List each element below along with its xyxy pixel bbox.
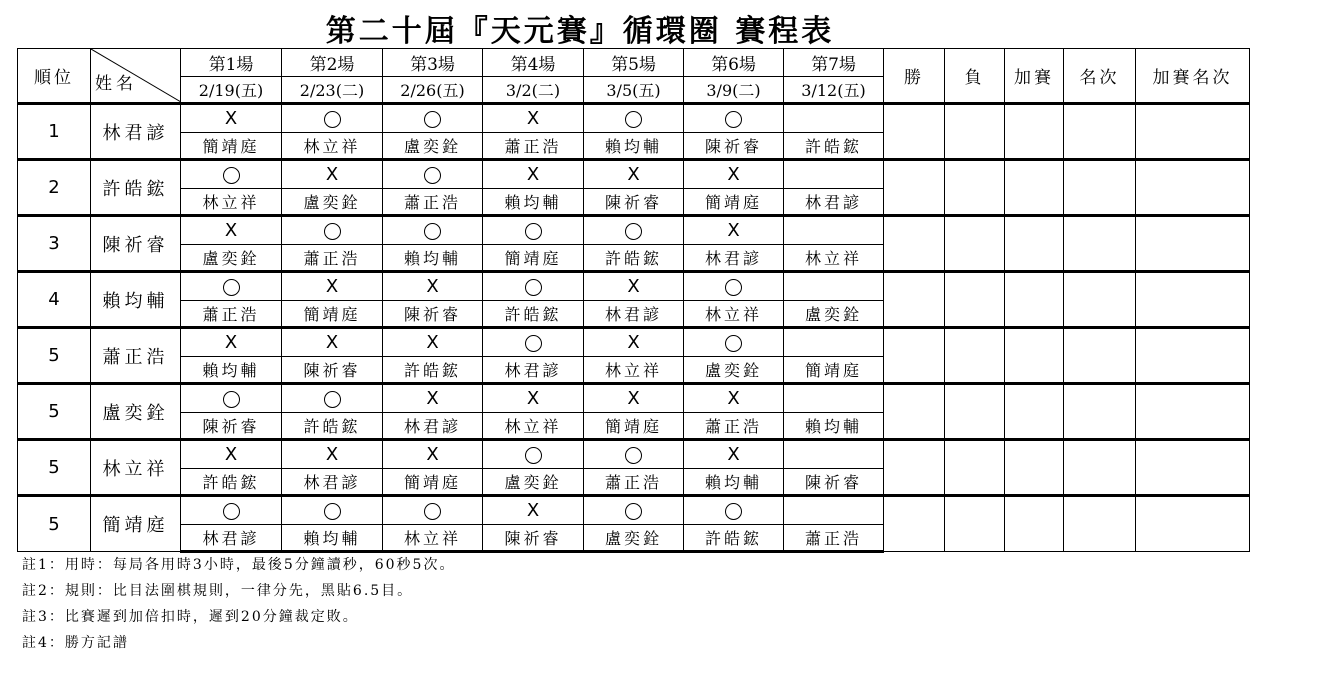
- result-cell: [784, 160, 884, 189]
- losses-cell[interactable]: [945, 496, 1005, 552]
- opponent-cell: 許皓鋐: [181, 469, 282, 496]
- result-cell: [784, 272, 884, 301]
- placement-cell[interactable]: [1064, 104, 1136, 160]
- notes: [22, 552, 455, 656]
- result-cell: [584, 160, 684, 189]
- loss-mark: X: [526, 164, 540, 185]
- result-cell: [684, 160, 784, 189]
- opponent-cell: 賴均輔: [181, 357, 282, 384]
- round-date: 2/23(二): [282, 77, 383, 104]
- result-cell: [784, 384, 884, 413]
- placement-header: 名次: [1064, 49, 1136, 104]
- win-circle-icon: [223, 503, 240, 520]
- result-cell: [383, 328, 483, 357]
- win-circle-icon: [525, 223, 542, 240]
- opponent-cell: 賴均輔: [483, 189, 584, 216]
- player-result-row: [18, 216, 1250, 245]
- player-rank: 2: [18, 160, 91, 216]
- win-circle-icon: [725, 503, 742, 520]
- win-circle-icon: [525, 447, 542, 464]
- loss-mark: X: [727, 164, 740, 185]
- result-cell: [784, 104, 884, 133]
- opponent-cell: 蕭正浩: [684, 413, 784, 440]
- result-cell: [383, 496, 483, 525]
- opponent-cell: 盧奕銓: [784, 301, 884, 328]
- result-cell: [181, 440, 282, 469]
- result-cell: [282, 328, 383, 357]
- opponent-cell: 蕭正浩: [584, 469, 684, 496]
- losses-cell[interactable]: [945, 384, 1005, 440]
- result-cell: [483, 160, 584, 189]
- opponent-cell: 蕭正浩: [282, 245, 383, 272]
- placement-cell[interactable]: [1064, 496, 1136, 552]
- rank-header: 順位: [18, 49, 91, 104]
- placement-cell[interactable]: [1064, 440, 1136, 496]
- win-circle-icon: [725, 279, 742, 296]
- loss-mark: X: [426, 388, 439, 409]
- win-circle-icon: [625, 111, 642, 128]
- name-header-label: 姓名: [95, 74, 137, 94]
- result-cell: [584, 328, 684, 357]
- result-cell: [684, 216, 784, 245]
- win-circle-icon: [424, 167, 441, 184]
- loss-mark: X: [426, 444, 439, 465]
- opponent-cell: 陳祈睿: [483, 525, 584, 552]
- player-name: 許皓鋐: [91, 160, 181, 216]
- opponent-cell: 賴均輔: [383, 245, 483, 272]
- loss-mark: X: [325, 276, 339, 297]
- opponent-cell: 許皓鋐: [282, 413, 383, 440]
- win-circle-icon: [625, 223, 642, 240]
- placement-cell[interactable]: [1064, 272, 1136, 328]
- opponent-cell: 簡靖庭: [784, 357, 884, 384]
- playoff-cell[interactable]: [1005, 496, 1064, 552]
- result-cell: [483, 328, 584, 357]
- result-cell: [584, 440, 684, 469]
- result-cell: [784, 440, 884, 469]
- result-cell: [483, 272, 584, 301]
- playoff-placement-cell[interactable]: [1136, 272, 1250, 328]
- win-circle-icon: [424, 223, 441, 240]
- player-name: 蕭正浩: [91, 328, 181, 384]
- opponent-cell: 林君諺: [784, 189, 884, 216]
- player-rows: [18, 104, 1250, 552]
- placement-cell[interactable]: [1064, 216, 1136, 272]
- playoff-placement-cell[interactable]: [1136, 496, 1250, 552]
- opponent-cell: 盧奕銓: [584, 525, 684, 552]
- loss-mark: X: [325, 444, 339, 465]
- win-circle-icon: [625, 503, 642, 520]
- result-cell: [684, 272, 784, 301]
- round-date: 3/9(二): [684, 77, 784, 104]
- result-cell: [483, 440, 584, 469]
- losses-cell[interactable]: [945, 160, 1005, 216]
- playoff-placement-cell[interactable]: [1136, 104, 1250, 160]
- round-header: 第5場: [584, 49, 684, 77]
- opponent-cell: 林立祥: [584, 357, 684, 384]
- opponent-cell: 蕭正浩: [483, 133, 584, 160]
- player-name: 賴均輔: [91, 272, 181, 328]
- loss-mark: X: [627, 388, 640, 409]
- playoff-placement-cell[interactable]: [1136, 328, 1250, 384]
- result-cell: [584, 272, 684, 301]
- win-circle-icon: [223, 391, 240, 408]
- opponent-cell: 陳祈睿: [584, 189, 684, 216]
- opponent-cell: 陳祈睿: [383, 301, 483, 328]
- loss-mark: X: [224, 108, 238, 129]
- result-cell: [181, 328, 282, 357]
- player-result-row: [18, 328, 1250, 357]
- playoff-cell[interactable]: [1005, 384, 1064, 440]
- player-name: 林君諺: [91, 104, 181, 160]
- playoff-cell[interactable]: [1005, 440, 1064, 496]
- name-header: [91, 49, 181, 104]
- wins-cell[interactable]: [884, 216, 945, 272]
- loss-mark: X: [325, 164, 339, 185]
- win-circle-icon: [223, 167, 240, 184]
- result-cell: [483, 104, 584, 133]
- player-name: 陳祈睿: [91, 216, 181, 272]
- player-rank: 5: [18, 440, 91, 496]
- playoff-placement-header: 加賽名次: [1136, 49, 1250, 104]
- playoff-cell[interactable]: [1005, 216, 1064, 272]
- player-result-row: [18, 104, 1250, 133]
- result-cell: [181, 272, 282, 301]
- round-header: 第7場: [784, 49, 884, 77]
- losses-cell[interactable]: [945, 440, 1005, 496]
- result-cell: [483, 216, 584, 245]
- loss-mark: X: [224, 220, 238, 241]
- result-cell: [584, 496, 684, 525]
- wins-cell[interactable]: [884, 496, 945, 552]
- placement-cell[interactable]: [1064, 328, 1136, 384]
- player-name: 林立祥: [91, 440, 181, 496]
- wins-cell[interactable]: [884, 104, 945, 160]
- player-rank: 1: [18, 104, 91, 160]
- loss-mark: X: [727, 220, 740, 241]
- result-cell: [181, 384, 282, 413]
- player-rank: 5: [18, 496, 91, 552]
- opponent-cell: 林君諺: [483, 357, 584, 384]
- opponent-cell: 林立祥: [383, 525, 483, 552]
- page-title: 第二十屆『天元賽』循環圈 賽程表: [325, 14, 835, 49]
- loss-mark: X: [426, 276, 439, 297]
- loss-mark: X: [426, 332, 439, 353]
- opponent-cell: 林君諺: [181, 525, 282, 552]
- schedule-table: [17, 48, 1250, 553]
- round-date: 3/5(五): [584, 77, 684, 104]
- result-cell: [383, 384, 483, 413]
- result-cell: [181, 496, 282, 525]
- result-cell: [784, 496, 884, 525]
- opponent-cell: 許皓鋐: [684, 525, 784, 552]
- playoff-placement-cell[interactable]: [1136, 160, 1250, 216]
- win-circle-icon: [525, 279, 542, 296]
- round-header: 第3場: [383, 49, 483, 77]
- player-result-row: [18, 160, 1250, 189]
- loss-mark: X: [627, 332, 640, 353]
- result-cell: [181, 104, 282, 133]
- opponent-cell: 林立祥: [684, 301, 784, 328]
- playoff-header: 加賽: [1005, 49, 1064, 104]
- opponent-cell: 許皓鋐: [584, 245, 684, 272]
- opponent-cell: 陳祈睿: [784, 469, 884, 496]
- opponent-cell: 盧奕銓: [483, 469, 584, 496]
- win-circle-icon: [223, 279, 240, 296]
- loss-mark: X: [224, 332, 238, 353]
- result-cell: [584, 216, 684, 245]
- playoff-cell[interactable]: [1005, 272, 1064, 328]
- result-cell: [483, 384, 584, 413]
- wins-cell[interactable]: [884, 160, 945, 216]
- opponent-cell: 林君諺: [684, 245, 784, 272]
- round-header: 第4場: [483, 49, 584, 77]
- opponent-cell: 賴均輔: [282, 525, 383, 552]
- loss-mark: X: [627, 164, 640, 185]
- wins-cell[interactable]: [884, 440, 945, 496]
- note-line: 註1：用時：每局各用時3小時，最後5分鐘讀秒，60秒5次。: [22, 557, 456, 573]
- opponent-cell: 蕭正浩: [784, 525, 884, 552]
- result-cell: [383, 160, 483, 189]
- result-cell: [784, 216, 884, 245]
- player-rank: 4: [18, 272, 91, 328]
- loss-mark: X: [727, 388, 740, 409]
- losses-cell[interactable]: [945, 104, 1005, 160]
- win-circle-icon: [424, 503, 441, 520]
- opponent-cell: 賴均輔: [784, 413, 884, 440]
- round-date: 2/26(五): [383, 77, 483, 104]
- win-circle-icon: [324, 111, 341, 128]
- placement-cell[interactable]: [1064, 384, 1136, 440]
- playoff-placement-cell[interactable]: [1136, 384, 1250, 440]
- opponent-cell: 林君諺: [383, 413, 483, 440]
- wins-header: 勝: [884, 49, 945, 104]
- opponent-cell: 林立祥: [483, 413, 584, 440]
- player-rank: 5: [18, 384, 91, 440]
- player-result-row: [18, 272, 1250, 301]
- playoff-placement-cell[interactable]: [1136, 216, 1250, 272]
- round-header: 第2場: [282, 49, 383, 77]
- opponent-cell: 簡靖庭: [383, 469, 483, 496]
- loss-mark: X: [727, 444, 740, 465]
- result-cell: [282, 440, 383, 469]
- result-cell: [784, 328, 884, 357]
- losses-cell[interactable]: [945, 216, 1005, 272]
- losses-cell[interactable]: [945, 328, 1005, 384]
- playoff-cell[interactable]: [1005, 328, 1064, 384]
- result-cell: [684, 384, 784, 413]
- opponent-cell: 盧奕銓: [383, 133, 483, 160]
- result-cell: [684, 440, 784, 469]
- opponent-cell: 簡靖庭: [684, 189, 784, 216]
- losses-header: 負: [945, 49, 1005, 104]
- losses-cell[interactable]: [945, 272, 1005, 328]
- loss-mark: X: [526, 500, 540, 521]
- result-cell: [684, 328, 784, 357]
- opponent-cell: 林立祥: [282, 133, 383, 160]
- wins-cell[interactable]: [884, 328, 945, 384]
- opponent-cell: 賴均輔: [684, 469, 784, 496]
- opponent-cell: 許皓鋐: [784, 133, 884, 160]
- opponent-cell: 林君諺: [282, 469, 383, 496]
- playoff-placement-cell[interactable]: [1136, 440, 1250, 496]
- opponent-cell: 蕭正浩: [383, 189, 483, 216]
- opponent-cell: 許皓鋐: [483, 301, 584, 328]
- round-date: 2/19(五): [181, 77, 282, 104]
- loss-mark: X: [526, 388, 540, 409]
- result-cell: [383, 104, 483, 133]
- result-cell: [282, 160, 383, 189]
- player-rank: 3: [18, 216, 91, 272]
- header-row-rounds: [18, 49, 1250, 77]
- result-cell: [282, 496, 383, 525]
- wins-cell[interactable]: [884, 272, 945, 328]
- note-line: 註2：規則：比目法圍棋規則，一律分先，黑貼6.5目。: [22, 583, 414, 599]
- loss-mark: X: [325, 332, 339, 353]
- wins-cell[interactable]: [884, 384, 945, 440]
- win-circle-icon: [725, 111, 742, 128]
- player-result-row: [18, 384, 1250, 413]
- opponent-cell: 簡靖庭: [584, 413, 684, 440]
- win-circle-icon: [525, 335, 542, 352]
- opponent-cell: 蕭正浩: [181, 301, 282, 328]
- opponent-cell: 陳祈睿: [684, 133, 784, 160]
- opponent-cell: 簡靖庭: [282, 301, 383, 328]
- playoff-cell[interactable]: [1005, 104, 1064, 160]
- result-cell: [584, 384, 684, 413]
- result-cell: [282, 384, 383, 413]
- loss-mark: X: [526, 108, 540, 129]
- opponent-cell: 陳祈睿: [282, 357, 383, 384]
- win-circle-icon: [725, 335, 742, 352]
- player-name: 盧奕銓: [91, 384, 181, 440]
- result-cell: [282, 216, 383, 245]
- result-cell: [383, 216, 483, 245]
- win-circle-icon: [324, 223, 341, 240]
- player-name: 簡靖庭: [91, 496, 181, 552]
- opponent-cell: 簡靖庭: [483, 245, 584, 272]
- result-cell: [684, 104, 784, 133]
- result-cell: [181, 216, 282, 245]
- opponent-cell: 盧奕銓: [684, 357, 784, 384]
- opponent-cell: 林立祥: [784, 245, 884, 272]
- round-date: 3/2(二): [483, 77, 584, 104]
- win-circle-icon: [625, 447, 642, 464]
- win-circle-icon: [424, 111, 441, 128]
- placement-cell[interactable]: [1064, 160, 1136, 216]
- round-header: 第1場: [181, 49, 282, 77]
- win-circle-icon: [324, 391, 341, 408]
- opponent-cell: 許皓鋐: [383, 357, 483, 384]
- result-cell: [584, 104, 684, 133]
- opponent-cell: 盧奕銓: [282, 189, 383, 216]
- loss-mark: X: [224, 444, 238, 465]
- result-cell: [282, 104, 383, 133]
- note-line: 註3：比賽遲到加倍扣時，遲到20分鐘裁定敗。: [22, 609, 359, 625]
- result-cell: [181, 160, 282, 189]
- result-cell: [282, 272, 383, 301]
- opponent-cell: 陳祈睿: [181, 413, 282, 440]
- opponent-cell: 林君諺: [584, 301, 684, 328]
- round-header: 第6場: [684, 49, 784, 77]
- round-date: 3/12(五): [784, 77, 884, 104]
- opponent-cell: 賴均輔: [584, 133, 684, 160]
- loss-mark: X: [627, 276, 640, 297]
- playoff-cell[interactable]: [1005, 160, 1064, 216]
- player-result-row: [18, 440, 1250, 469]
- opponent-cell: 簡靖庭: [181, 133, 282, 160]
- opponent-cell: 盧奕銓: [181, 245, 282, 272]
- player-rank: 5: [18, 328, 91, 384]
- result-cell: [684, 496, 784, 525]
- win-circle-icon: [324, 503, 341, 520]
- note-line: 註4：勝方記譜: [22, 635, 129, 651]
- opponent-cell: 林立祥: [181, 189, 282, 216]
- result-cell: [483, 496, 584, 525]
- result-cell: [383, 440, 483, 469]
- result-cell: [383, 272, 483, 301]
- player-result-row: [18, 496, 1250, 525]
